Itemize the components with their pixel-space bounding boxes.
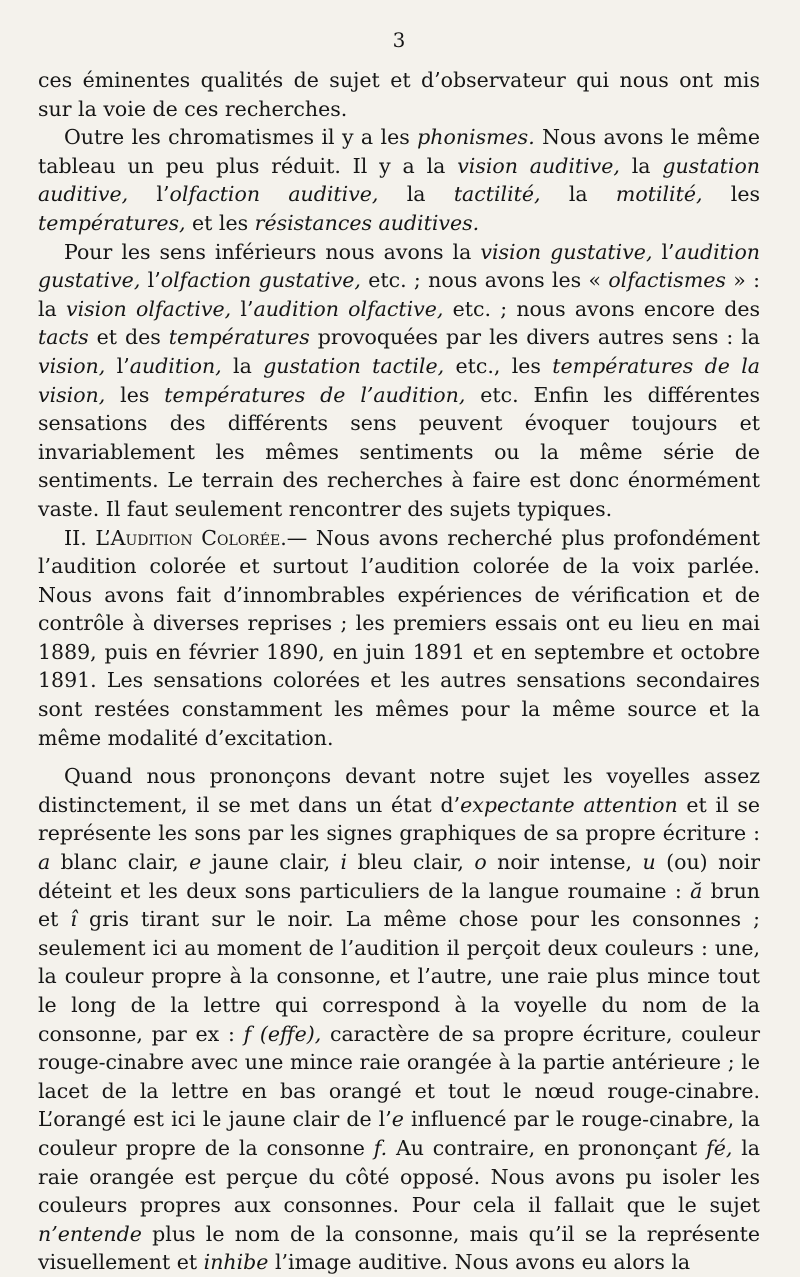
italic-text: gustation auditive, <box>38 153 761 207</box>
text-run: Nous avons le même tableau un peu plus réduit. Il y a la <box>38 125 760 178</box>
italic-text: résistances auditives. <box>254 210 480 235</box>
paragraph <box>38 524 760 753</box>
italic-text: i <box>340 850 348 875</box>
italic-text: ă <box>690 878 703 903</box>
text-run: etc. Enfin les différentes sensations des différents sens peuvent évoquer toujours et invariablement les mêmes sentiments ou la même série de sentiments. Le terrain des recherches à faire est donc énormément vaste. Il faut seulement rencontrer des sujets typiques. <box>38 382 760 521</box>
text-run: etc. ; nous avons encore des <box>443 296 760 321</box>
text-run: l’image auditive. Nous avons eu alors la <box>268 1250 691 1275</box>
italic-text: vision, <box>38 353 106 378</box>
italic-text: f (effe), <box>243 1021 322 1046</box>
page-body <box>38 66 760 1277</box>
text-run: caractère de sa propre écriture, couleur rouge-cinabre avec une mince raie orangée à la partie antérieure ; le lacet de la lettre en bas orangé et tout le nœud rouge-cinabre. L’orangé est ici le jaune clair de l’ <box>38 1021 760 1132</box>
text-run: la <box>221 353 264 378</box>
italic-text: vision auditive, <box>457 153 620 178</box>
text-run: brun et <box>38 878 760 932</box>
italic-text: motilité, <box>615 182 703 207</box>
text-run: noir intense, <box>486 850 643 875</box>
text-run: l’ <box>231 296 254 321</box>
text-run: » : la <box>38 268 761 321</box>
paragraph <box>38 238 760 524</box>
italic-text: e <box>189 850 202 875</box>
text-run: l’ <box>128 182 170 207</box>
italic-text: olfaction gustative, <box>160 268 361 293</box>
italic-text: audition, <box>129 353 222 378</box>
italic-text: o <box>474 850 487 875</box>
text-run: gris tirant sur le noir. La même chose pour les consonnes ; seulement ici au moment de l’audition il perçoit deux couleurs : une, la couleur propre à la consonne, et l’autre, une raie plus mince tout le long de la lettre qui correspond à la voyelle du nom de la consonne, par ex : <box>38 907 760 1046</box>
text-run: etc. ; nous avons les « <box>360 268 609 293</box>
italic-text: inhibe <box>203 1250 269 1275</box>
paragraph <box>38 66 760 123</box>
text-run: bleu clair, <box>347 850 475 875</box>
text-run: les <box>105 382 165 407</box>
text-run: la <box>619 153 663 178</box>
text-run: la <box>378 182 454 207</box>
text-run: Quand nous prononçons devant notre sujet les voyelles assez distinctement, il se met dans un état d’ <box>38 764 760 817</box>
text-run: (ou) noir déteint et les deux sons particuliers de la langue roumaine : <box>38 850 760 903</box>
italic-text: audition olfactive, <box>253 296 444 321</box>
italic-text: phonismes. <box>417 125 535 150</box>
text-run: plus le nom de la consonne, mais qu’il se la représente visuellement et <box>38 1221 760 1275</box>
italic-text: a <box>38 850 51 875</box>
italic-text: températures de l’audition, <box>164 382 466 407</box>
text-run: provoquées par les divers autres sens : la <box>309 325 760 350</box>
italic-text: olfaction auditive, <box>169 182 379 207</box>
text-run: jaune clair, <box>201 850 341 875</box>
text-run: la raie orangée est perçue du côté opposé. Nous avons pu isoler les couleurs propres aux consonnes. Pour cela il fallait que le sujet <box>38 1135 761 1218</box>
text-run: influencé par le rouge-cinabre, la couleur propre de la consonne <box>38 1107 760 1160</box>
text-run: ces éminentes qualités de sujet et d’observateur qui nous ont mis sur la voie de ces recherches. <box>38 68 760 121</box>
text-run: et des <box>88 325 169 350</box>
italic-text: vision olfactive, <box>66 296 232 321</box>
italic-text: tacts <box>38 325 89 350</box>
italic-text: u <box>642 850 656 875</box>
text-run: .— Nous avons recherché plus profondément l’audition colorée et surtout l’audition colorée de la voix parlée. Nous avons fait d’innombrables expériences de vérification et de contrôle à diverses reprises ; les premiers essais ont eu lieu en mai 1889, puis en février 1890, en juin 1891 et en septembre et octobre 1891. Les sensations colorées et les autres sensations secondaires sont restées constamment les mêmes pour la même source et la même modalité d’excitation. <box>38 525 761 750</box>
italic-text: tactilité, <box>453 182 541 207</box>
text-run: Outre les chromatismes il y a les <box>64 125 418 150</box>
text-run: Pour les sens inférieurs nous avons la <box>64 239 481 264</box>
italic-text: températures de la vision, <box>38 353 761 407</box>
text-run: l’ <box>105 353 130 378</box>
italic-text: températures <box>168 325 310 350</box>
italic-text: e <box>391 1107 404 1132</box>
italic-text: températures, <box>38 210 186 235</box>
page-number: 3 <box>392 28 406 52</box>
italic-text: n’entende <box>38 1221 142 1246</box>
text-run: les <box>702 182 760 207</box>
italic-text: f. <box>373 1135 388 1160</box>
text-run: II. <box>64 525 96 550</box>
italic-text: fé, <box>706 1135 733 1160</box>
text-run: et il se représente les sons par les signes graphiques de sa propre écriture : <box>38 792 760 846</box>
text-run: l’ <box>652 239 675 264</box>
text-run: la <box>540 182 616 207</box>
italic-text: gustation tactile, <box>263 353 445 378</box>
italic-text: expectante attention <box>460 792 678 817</box>
italic-text: vision gustative, <box>480 239 653 264</box>
text-run: etc., les <box>444 353 553 378</box>
paragraph <box>38 762 760 1277</box>
text-run: et les <box>185 210 255 235</box>
italic-text: olfactismes <box>608 268 726 293</box>
text-run: Au contraire, en prononçant <box>387 1135 707 1160</box>
text-run: blanc clair, <box>50 850 190 875</box>
italic-text: audition gustative, <box>38 239 761 293</box>
italic-text: î <box>70 907 77 932</box>
text-run: l’ <box>140 268 161 293</box>
paragraph <box>38 123 760 237</box>
section-heading: L’Audition Colorée <box>95 525 281 550</box>
